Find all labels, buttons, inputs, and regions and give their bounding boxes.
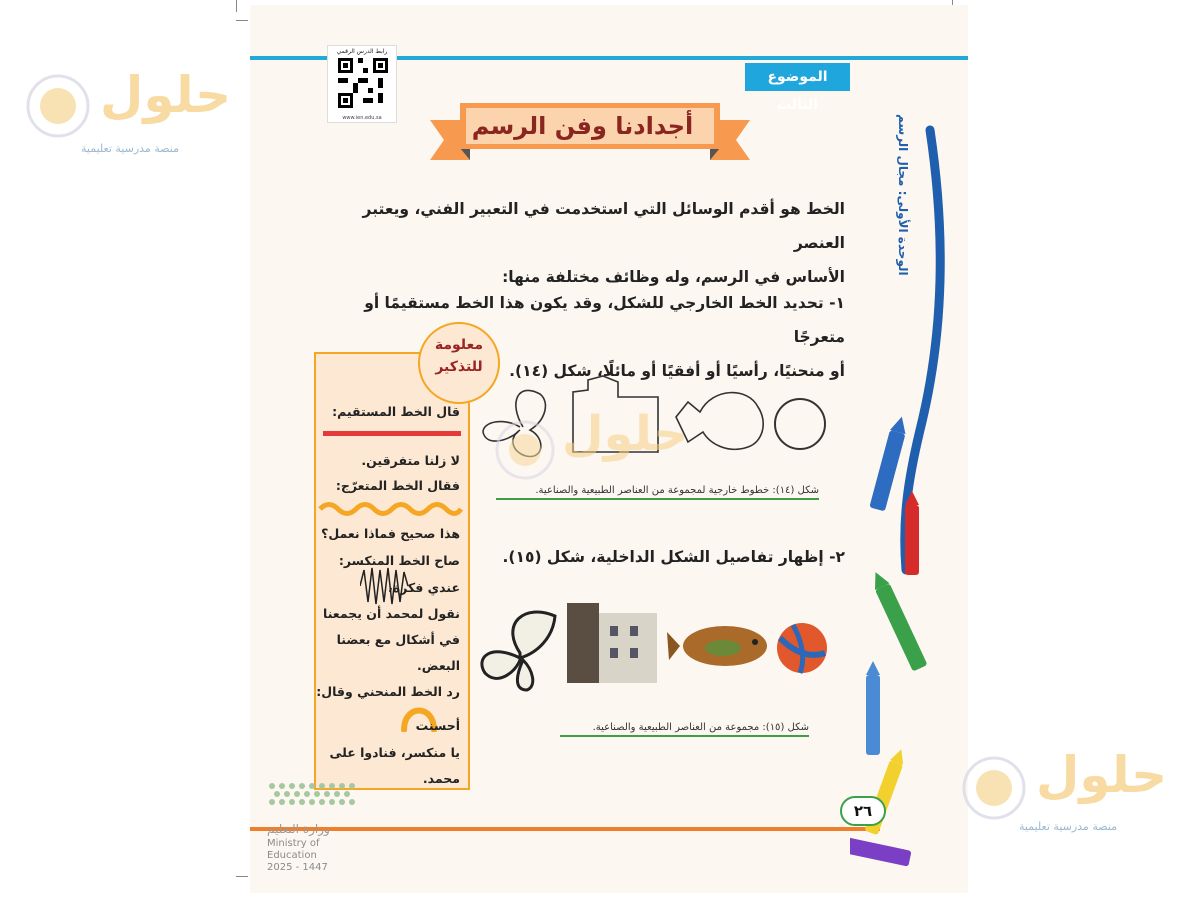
watermark-tagline: منصة مدرسية تعليمية <box>1019 820 1117 833</box>
reminder-line: محمد. <box>422 771 460 786</box>
item1-line: ١- تحديد الخط الخارجي للشكل، وقد يكون هذا الخط مستقيمًا أو متعرجًا <box>364 294 845 346</box>
reminder-line: رد الخط المنحني وقال: <box>316 684 460 699</box>
ministry-name-en-text: Ministry of Education <box>267 838 320 861</box>
page-title: أجدادنا وفن الرسم <box>471 112 694 140</box>
ball-outline-icon <box>775 399 825 449</box>
watermark-logo <box>958 746 1178 842</box>
qr-caption: رابط الدرس الرقمي <box>336 48 388 55</box>
watermark-logo <box>20 68 240 158</box>
crop-mark <box>236 0 237 12</box>
figure-15-caption: شكل (١٥): مجموعة من العناصر الطبيعية والصناعية. <box>560 722 809 737</box>
qr-url: www.ien.edu.sa <box>342 115 382 121</box>
watermark-logo-text: حلول <box>100 66 232 124</box>
crop-mark <box>236 20 248 21</box>
page-number: ٢٦ <box>840 796 886 826</box>
watermark-tagline: منصة مدرسية تعليمية <box>81 142 179 155</box>
watermark-logo-text: حلول <box>562 406 688 462</box>
reminder-line: يا منكسر، فنادوا على <box>329 745 460 760</box>
ministry-year: 2025 - 1447 <box>267 862 328 873</box>
reminder-line: البعض. <box>417 658 460 673</box>
butterfly-image-icon <box>482 612 555 690</box>
figure-14-caption: شكل (١٤): خطوط خارجية لمجموعة من العناصر الطبيعية والصناعية. <box>496 485 819 500</box>
reminder-line: عندي فكرة، <box>387 580 460 595</box>
reminder-line: نقول لمحمد أن يجمعنا <box>323 606 460 621</box>
straight-line-sample <box>323 431 461 436</box>
reminder-badge-line: معلومة <box>434 337 484 353</box>
ministry-name-ar: وزارة التعليم <box>267 822 330 836</box>
reminder-line: في أشكال مع بعضنا <box>336 632 460 647</box>
reminder-badge <box>418 322 500 404</box>
figure-15-images <box>475 598 830 698</box>
reminder-line: هذا صحيح فماذا نعمل؟ <box>321 526 460 541</box>
watermark-logo-text: حلول <box>1036 746 1168 804</box>
qr-pattern-icon <box>338 58 388 108</box>
reminder-badge-line: للتذكير <box>435 359 483 375</box>
intro-line: الخط هو أقدم الوسائل التي استخدمت في التعبير الفني، ويعتبر العنصر <box>362 200 845 252</box>
ministry-name-en <box>267 838 372 874</box>
reminder-line: لا زلنا متفرقين. <box>361 453 460 468</box>
ball-image-icon <box>777 623 827 673</box>
reminder-line: فقال الخط المتعرّج: <box>335 478 460 493</box>
intro-paragraph <box>330 192 845 294</box>
wavy-line-sample <box>318 500 463 518</box>
intro-line: الأساس في الرسم، وله وظائف مختلفة منها: <box>502 268 845 286</box>
topic-tag: الموضوع الثالث <box>745 63 850 91</box>
ministry-logo <box>262 780 372 873</box>
reminder-line: أحسنت <box>415 718 460 733</box>
building-image-icon <box>567 603 657 683</box>
item2-paragraph: ٢- إظهار تفاصيل الشكل الداخلية، شكل (١٥). <box>502 548 845 566</box>
crop-mark <box>236 876 248 877</box>
watermark-logo <box>490 400 700 490</box>
unit-label: الوحدة الأولى: مجال الرسم <box>896 114 910 276</box>
reminder-line: قال الخط المستقيم: <box>332 404 460 419</box>
item1-line: أو منحنيًا، رأسيًا أو أفقيًا أو مائلًا، شكل (١٤). <box>509 362 845 380</box>
fish-image-icon <box>667 626 767 666</box>
qr-code[interactable] <box>327 45 397 123</box>
ministry-emblem-icon <box>262 780 362 816</box>
reminder-line: صاح الخط المنكسر: <box>338 553 460 568</box>
